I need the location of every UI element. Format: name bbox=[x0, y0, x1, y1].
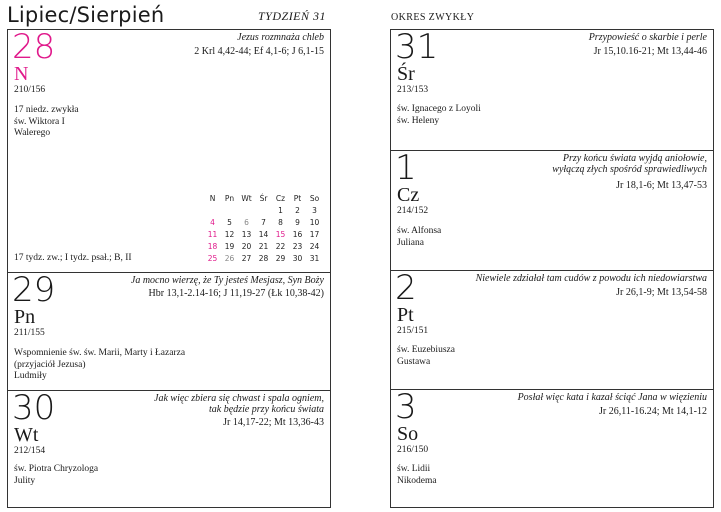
scripture-refs: Jr 26,11-16.24; Mt 14,1-12 bbox=[599, 406, 707, 417]
cal-cell: 28 bbox=[258, 253, 269, 263]
cal-cell bbox=[255, 204, 272, 216]
cal-cell: 27 bbox=[241, 253, 252, 263]
saint-line: Wspomnienie św. św. Marii, Marty i Łazarza bbox=[14, 348, 186, 358]
day-30 bbox=[8, 390, 330, 507]
cal-cell: 23 bbox=[292, 241, 303, 251]
day-count: 215/151 bbox=[397, 326, 429, 336]
cal-cell: 30 bbox=[292, 253, 303, 263]
gospel-quote bbox=[154, 393, 324, 415]
cal-cell: 1 bbox=[278, 205, 283, 215]
cal-cell: 15 bbox=[275, 229, 286, 239]
saint-line: (przyjaciół Jezusa) bbox=[14, 359, 86, 370]
cal-cell: 24 bbox=[309, 241, 320, 251]
saint-line: św. Piotra Chryzologa bbox=[14, 464, 99, 474]
saints-list bbox=[397, 104, 481, 127]
cal-cell: 31 bbox=[309, 253, 320, 263]
saints-list bbox=[397, 345, 455, 368]
scripture-refs: Hbr 13,1-2.14-16; J 11,19-27 (Łk 10,38-42) bbox=[148, 288, 324, 299]
day-number: 2 bbox=[395, 268, 417, 308]
scripture-refs: Jr 14,17-22; Mt 13,36-43 bbox=[223, 417, 324, 428]
saint-line: św. Lidii bbox=[397, 464, 431, 474]
cal-header: Cz bbox=[275, 193, 286, 203]
saints-list bbox=[397, 464, 437, 487]
day-count: 210/156 bbox=[14, 85, 46, 95]
day-count: 212/154 bbox=[14, 446, 46, 456]
day-3 bbox=[391, 389, 713, 507]
weekday: Cz bbox=[397, 184, 420, 206]
saint-line: św. Alfonsa bbox=[397, 226, 442, 236]
weekday: Wt bbox=[14, 424, 39, 446]
cal-cell: 12 bbox=[224, 229, 235, 239]
day-count: 216/150 bbox=[397, 445, 429, 455]
saint-line: Walerego bbox=[14, 128, 51, 138]
gospel-quote: Przypowieść o skarbie i perle bbox=[588, 32, 707, 43]
day-28 bbox=[8, 27, 330, 272]
page-title: Lipiec/Sierpień bbox=[7, 3, 165, 27]
gospel-quote: Niewiele zdziałał tam cudów z powodu ich niedowiarstwa bbox=[475, 273, 707, 284]
saints-list bbox=[14, 464, 98, 487]
cal-cell: 8 bbox=[278, 217, 283, 227]
week-note: 17 tydz. zw.; I tydz. psał.; B, II bbox=[14, 253, 132, 263]
day-2 bbox=[391, 270, 713, 389]
weekday: N bbox=[14, 63, 29, 85]
day-1 bbox=[391, 150, 713, 270]
mini-calendar bbox=[204, 192, 323, 264]
cal-cell: 29 bbox=[275, 253, 286, 263]
scripture-refs: Jr 18,1-6; Mt 13,47-53 bbox=[616, 180, 707, 191]
cal-cell: 17 bbox=[309, 229, 320, 239]
saint-line: Ludmiły bbox=[14, 371, 47, 381]
saint-line: Julity bbox=[14, 475, 36, 486]
quote-line: wyłączą złych spośród sprawiedliwych bbox=[552, 164, 707, 175]
scripture-refs: Jr 15,10.16-21; Mt 13,44-46 bbox=[593, 46, 707, 57]
cal-cell: 9 bbox=[295, 217, 300, 227]
saints-list bbox=[14, 105, 79, 140]
cal-cell: 19 bbox=[224, 241, 235, 251]
cal-header: Śr bbox=[259, 193, 268, 203]
cal-cell bbox=[204, 204, 221, 216]
quote-line: tak będzie przy końcu świata bbox=[209, 404, 324, 415]
scripture-refs: 2 Krl 4,42-44; Ef 4,1-6; J 6,1-15 bbox=[194, 46, 324, 57]
day-count: 213/153 bbox=[397, 85, 429, 95]
cal-cell: 6 bbox=[244, 217, 249, 227]
cal-header: Pn bbox=[224, 193, 235, 203]
cal-cell: 14 bbox=[258, 229, 269, 239]
cal-header: Wt bbox=[241, 193, 252, 203]
quote-line: Przy końcu świata wyjdą aniołowie, bbox=[562, 153, 707, 164]
saint-line: 17 niedz. zwykła bbox=[14, 105, 79, 115]
cal-header: N bbox=[209, 193, 216, 203]
cal-cell: 13 bbox=[241, 229, 252, 239]
weekday: Śr bbox=[397, 63, 415, 85]
gospel-quote: Ja mocno wierzę, że Ty jesteś Mesjasz, Syn Boży bbox=[130, 275, 324, 286]
saint-line: Gustawa bbox=[397, 356, 431, 367]
cal-cell: 4 bbox=[210, 217, 215, 227]
day-count: 214/152 bbox=[397, 206, 429, 216]
cal-cell: 22 bbox=[275, 241, 286, 251]
saint-line: Juliana bbox=[397, 237, 424, 248]
cal-cell: 21 bbox=[258, 241, 269, 251]
cal-cell: 20 bbox=[241, 241, 252, 251]
cal-cell: 16 bbox=[292, 229, 303, 239]
saint-line: św. Ignacego z Loyoli bbox=[397, 104, 481, 114]
cal-cell: 11 bbox=[207, 229, 218, 239]
day-number: 30 bbox=[12, 388, 56, 428]
scripture-refs: Jr 26,1-9; Mt 13,54-58 bbox=[616, 287, 707, 298]
saint-line: Nikodema bbox=[397, 475, 437, 486]
weekday: Pn bbox=[14, 306, 36, 328]
right-page bbox=[390, 29, 714, 508]
saint-line: św. Heleny bbox=[397, 115, 440, 126]
day-count: 211/155 bbox=[14, 328, 45, 338]
liturgical-period: OKRES ZWYKŁY bbox=[391, 12, 475, 23]
day-number: 28 bbox=[12, 27, 56, 67]
day-number: 31 bbox=[395, 27, 439, 67]
quote-line: Jak więc zbiera się chwast i spala ogniem, bbox=[154, 393, 324, 404]
saints-list bbox=[397, 226, 441, 249]
cal-cell: 3 bbox=[312, 205, 317, 215]
cal-cell: 25 bbox=[207, 253, 218, 263]
day-number: 1 bbox=[395, 148, 417, 188]
cal-cell: 7 bbox=[261, 217, 266, 227]
weekday: So bbox=[397, 423, 419, 445]
day-number: 29 bbox=[12, 270, 56, 310]
left-page bbox=[7, 29, 331, 508]
saints-list bbox=[14, 348, 185, 383]
saint-line: św. Wiktora I bbox=[14, 116, 65, 127]
gospel-quote bbox=[552, 153, 707, 175]
saint-line: św. Euzebiusza bbox=[397, 345, 455, 355]
day-number: 3 bbox=[395, 387, 417, 427]
weekday: Pt bbox=[397, 304, 414, 326]
cal-header: So bbox=[309, 193, 320, 203]
cal-cell: 5 bbox=[227, 217, 232, 227]
day-31 bbox=[391, 27, 713, 150]
cal-cell bbox=[238, 204, 255, 216]
day-29 bbox=[8, 272, 330, 390]
cal-header: Pt bbox=[293, 193, 302, 203]
cal-cell: 2 bbox=[295, 205, 300, 215]
cal-cell: 18 bbox=[207, 241, 218, 251]
gospel-quote: Posłał więc kata i kazał ściąć Jana w więzieniu bbox=[517, 392, 707, 403]
gospel-quote: Jezus rozmnaża chleb bbox=[237, 32, 324, 43]
cal-cell: 10 bbox=[309, 217, 320, 227]
cal-cell: 26 bbox=[224, 253, 235, 263]
cal-cell bbox=[221, 204, 238, 216]
week-label: TYDZIEŃ 31 bbox=[258, 9, 327, 23]
